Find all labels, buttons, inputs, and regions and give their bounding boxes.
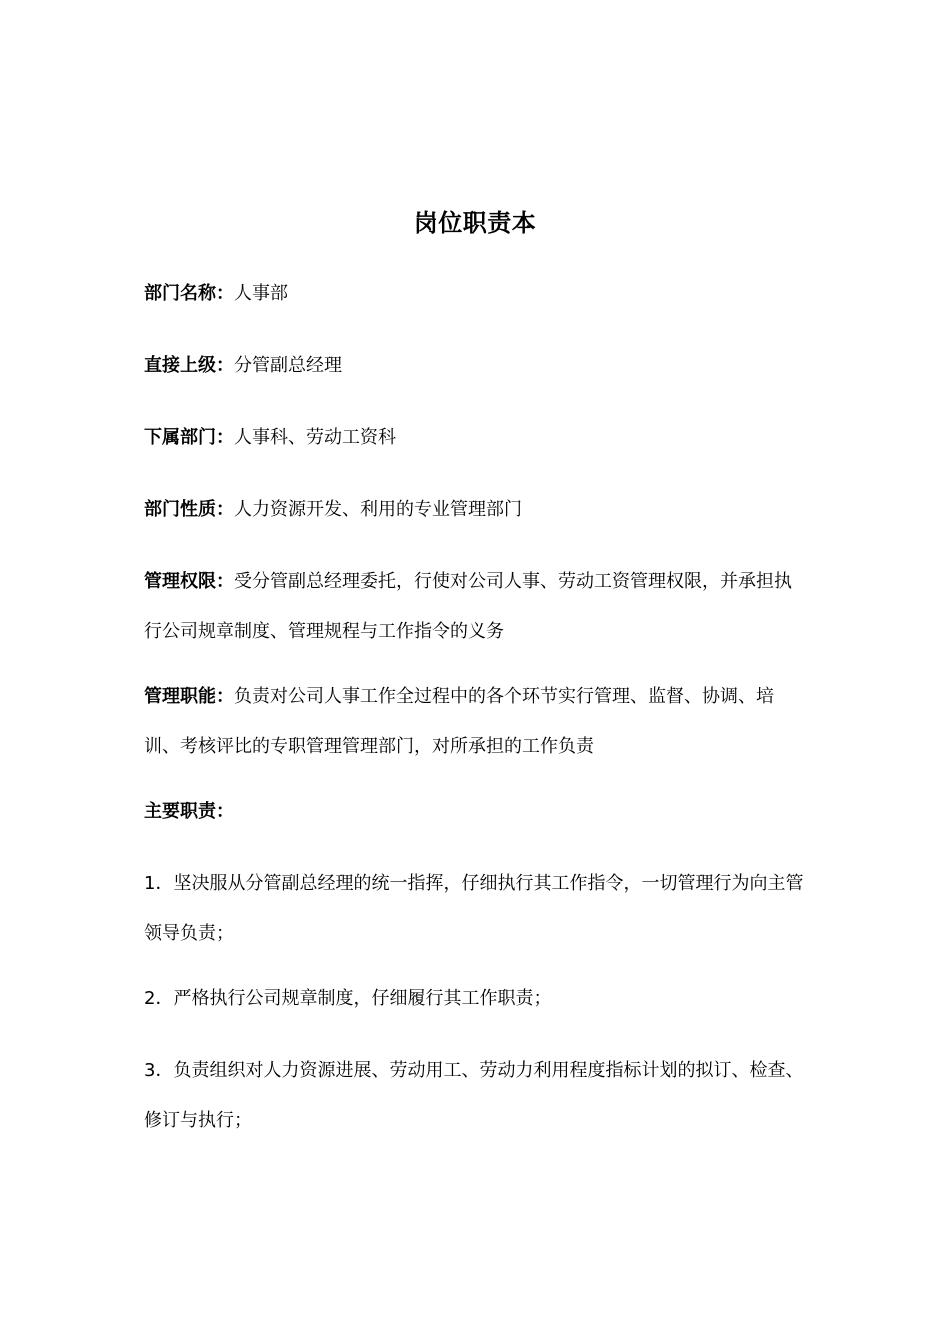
field-label: 直接上级： [144, 355, 234, 376]
duties-heading-label: 主要职责： [144, 801, 234, 822]
field-management-authority [144, 557, 804, 657]
field-value: 人事部 [234, 283, 288, 304]
field-label: 下属部门： [144, 427, 234, 448]
duty-item: 1．坚决服从分管副总经理的统一指挥，仔细执行其工作指令，一切管理行为向主管领导负责； [144, 873, 804, 944]
field-management-function [144, 672, 804, 772]
field-label: 部门名称： [144, 283, 234, 304]
field-value: 负责对公司人事工作全过程中的各个环节实行管理、监督、协调、培训、考核评比的专职管理管理部门，对所承担的工作负责 [144, 686, 774, 757]
field-label: 管理职能： [144, 686, 234, 707]
duty-item: 3．负责组织对人力资源进展、劳动用工、劳动力利用程度指标计划的拟订、检查、修订与执行； [144, 1060, 804, 1131]
field-label: 管理权限： [144, 571, 234, 592]
field-value: 人事科、劳动工资科 [234, 427, 396, 448]
field-value: 受分管副总经理委托，行使对公司人事、劳动工资管理权限，并承担执行公司规章制度、管理规程与工作指令的义务 [144, 571, 792, 642]
field-label: 部门性质： [144, 499, 234, 520]
field-department-name [144, 276, 804, 312]
document-body [144, 276, 804, 1168]
duty-item: 2．严格执行公司规章制度，仔细履行其工作职责； [144, 988, 552, 1009]
field-value: 人力资源开发、利用的专业管理部门 [234, 499, 522, 520]
field-subordinate-departments [144, 420, 804, 456]
field-department-nature [144, 492, 804, 528]
field-value: 分管副总经理 [234, 355, 342, 376]
duties-heading [144, 794, 804, 830]
field-direct-superior [144, 348, 804, 384]
document-title: 岗位职责本 [413, 209, 537, 237]
